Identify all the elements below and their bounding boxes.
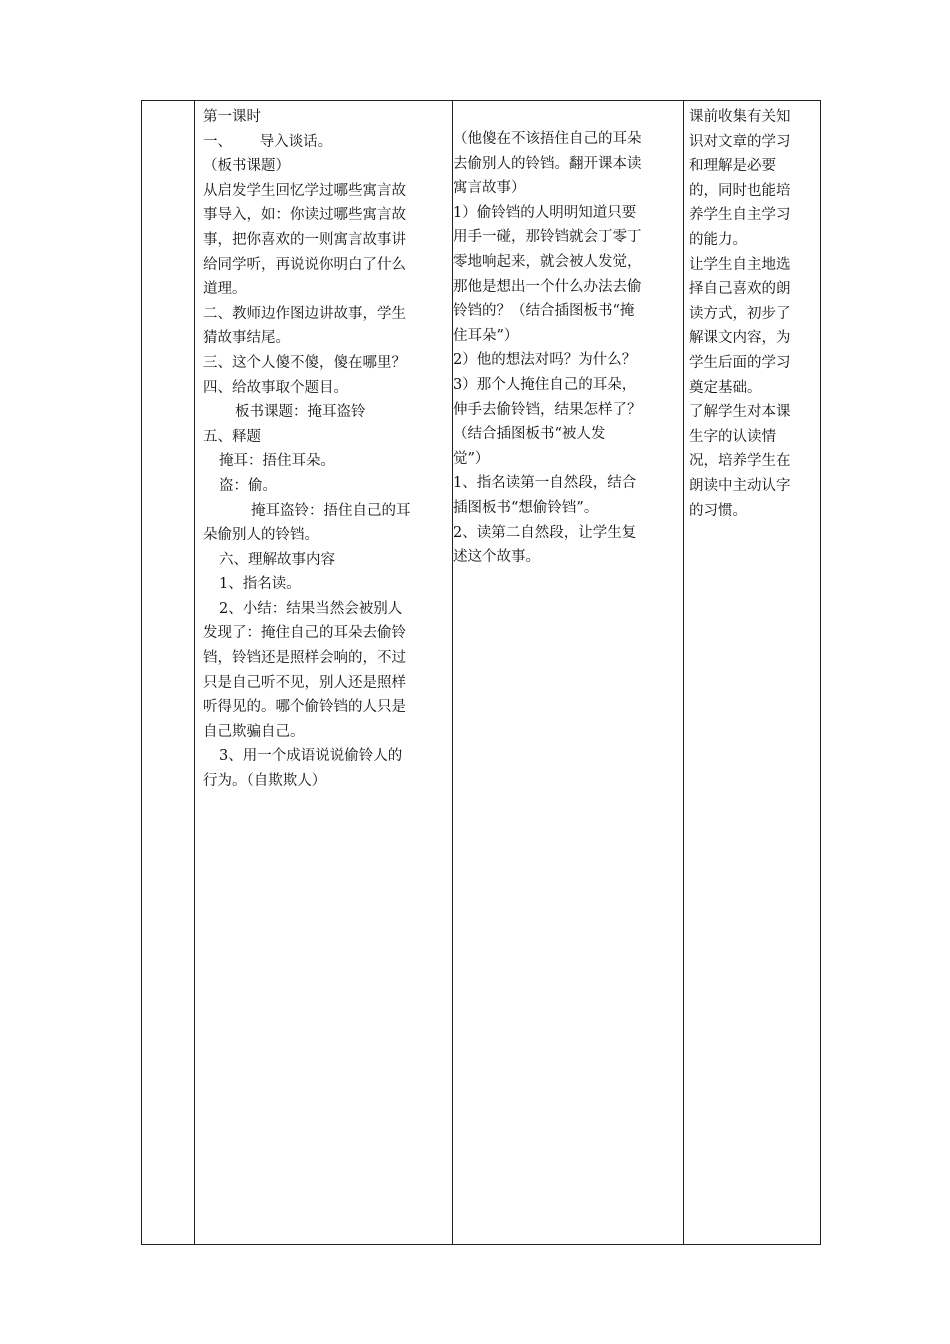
text-line: 的能力。 (689, 231, 747, 248)
text-line: 的习惯。 (689, 502, 747, 519)
text-line: 去偷别人的铃铛。翻开课本读 (453, 155, 642, 172)
text-line: （板书课题） (203, 158, 290, 175)
teaching-process-column (203, 105, 453, 794)
text-line: 那他是想出一个什么办法去偷 (453, 278, 642, 295)
text-line: 读方式，初步了 (689, 305, 791, 322)
text-line: 况，培养学生在 (689, 453, 791, 470)
text-line: 1、指名读。 (219, 576, 301, 593)
text-line: 道理。 (203, 281, 247, 298)
text-line: 零地响起来，就会被人发觉， (453, 253, 642, 270)
text-line: 给同学听，再说说你明白了什么 (203, 256, 406, 273)
text-line: 让学生自主地选 (689, 256, 791, 273)
text-line: 的，同时也能培 (689, 182, 791, 199)
text-line: 一、 导入谈话。 (203, 133, 333, 150)
text-line: 插图板书“想偷铃铛”。 (453, 499, 599, 516)
text-line: 和理解是必要 (689, 158, 776, 175)
text-line: 寓言故事） (453, 180, 526, 197)
text-line: 住耳朵”） (453, 327, 519, 344)
text-line: （他傻在不该捂住自己的耳朵 (453, 131, 642, 147)
text-line: 事导入，如：你读过哪些寓言故 (203, 207, 406, 224)
text-line: 自己欺骗自己。 (203, 723, 305, 740)
text-line: 2、小结：结果当然会被别人 (219, 600, 403, 617)
text-line: 板书课题：掩耳盗铃 (235, 404, 366, 421)
text-line: 事，把你喜欢的一则寓言故事讲 (203, 231, 406, 248)
text-line: 掩耳盗铃：捂住自己的耳 (251, 502, 411, 519)
text-line: 学生后面的学习 (689, 354, 791, 371)
text-line: 猜故事结尾。 (203, 330, 290, 347)
text-line: 伸手去偷铃铛，结果怎样了？ (453, 401, 642, 418)
text-line: 1、指名读第一自然段，结合 (453, 475, 637, 492)
text-line: 行为。（自欺欺人） (203, 773, 327, 790)
text-line: 六、理解故事内容 (219, 551, 335, 568)
text-line: 五、释题 (203, 428, 261, 445)
text-line: 觉”） (453, 450, 490, 467)
text-line: 掩耳：捂住耳朵。 (219, 453, 335, 470)
text-line: 铛，铃铛还是照样会响的，不过 (203, 650, 406, 667)
text-line: 课前收集有关知 (689, 109, 791, 125)
text-line: （结合插图板书“被人发 (453, 426, 606, 443)
text-line: 3）那个人掩住自己的耳朵， (453, 376, 637, 393)
text-line: 解课文内容，为 (689, 330, 791, 347)
text-line: 第一课时 (203, 109, 261, 125)
text-line: 2、读第二自然段，让学生复 (453, 524, 637, 541)
text-line: 三、这个人傻不傻，傻在哪里？ (203, 354, 406, 371)
text-line: 发现了：掩住自己的耳朵去偷铃 (203, 625, 406, 642)
text-line: 朗读中主动认字 (689, 477, 791, 494)
lesson-plan-table (141, 100, 821, 1245)
text-line: 生字的认读情 (689, 428, 776, 445)
column-divider (194, 101, 195, 1244)
text-line: 四、给故事取个题目。 (203, 379, 348, 396)
text-line: 养学生自主学习 (689, 207, 791, 224)
text-line: 只是自己听不见，别人还是照样 (203, 674, 406, 691)
text-line: 2）他的想法对吗？为什么？ (453, 352, 637, 369)
text-line: 识对文章的学习 (689, 133, 791, 150)
text-line: 盗：偷。 (219, 477, 277, 494)
text-line: 铃铛的？（结合插图板书“掩 (453, 303, 635, 320)
text-line: 述这个故事。 (453, 549, 540, 566)
text-line: 朵偷别人的铃铛。 (203, 527, 319, 544)
text-line: 奠定基础。 (689, 379, 762, 396)
text-line: 用手一碰，那铃铛就会丁零丁 (453, 229, 642, 246)
text-line: 从启发学生回忆学过哪些寓言故 (203, 182, 406, 199)
text-line: 二、教师边作图边讲故事，学生 (203, 305, 406, 322)
column-divider (683, 101, 684, 1244)
text-line: 听得见的。哪个偷铃铛的人只是 (203, 699, 406, 716)
text-line: 择自己喜欢的朗 (689, 281, 791, 298)
design-intent-column (689, 105, 813, 523)
student-activity-column (453, 127, 675, 570)
text-line: 1）偷铃铛的人明明知道只要 (453, 204, 637, 221)
text-line: 了解学生对本课 (689, 404, 791, 421)
text-line: 3、用一个成语说说偷铃人的 (219, 748, 403, 765)
